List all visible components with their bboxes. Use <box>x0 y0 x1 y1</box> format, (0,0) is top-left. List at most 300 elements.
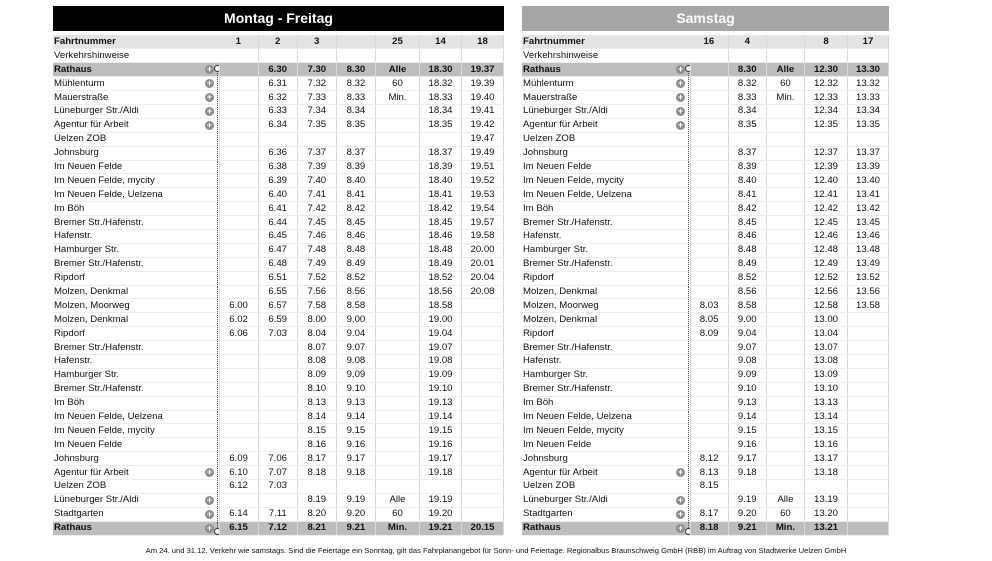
departure-time <box>690 91 728 105</box>
plus-circle-icon: + <box>677 508 684 519</box>
departure-time: Min. <box>766 91 804 105</box>
route-marker <box>205 299 219 313</box>
table-row <box>522 146 889 160</box>
plus-circle-icon: + <box>206 64 213 75</box>
route-line <box>217 355 218 368</box>
departure-time: 19.42 <box>462 118 504 132</box>
departure-time: 12.45 <box>805 216 848 230</box>
departure-time <box>376 466 420 480</box>
departure-time: Alle <box>766 63 804 77</box>
departure-time <box>376 368 420 382</box>
departure-time: 8.56 <box>336 285 375 299</box>
departure-time: 7.45 <box>297 216 336 230</box>
plus-circle-icon: + <box>677 92 684 103</box>
departure-time: 8.07 <box>297 341 336 355</box>
departure-time: 7.30 <box>297 63 336 77</box>
departure-time <box>219 493 258 507</box>
stop-name: Im Böh <box>53 202 205 216</box>
route-marker <box>205 132 219 146</box>
route-marker <box>205 507 219 521</box>
departure-time <box>376 327 420 341</box>
route-marker <box>205 271 219 285</box>
departure-time: 12.30 <box>805 63 848 77</box>
note-cell <box>728 49 766 63</box>
header-label: Fahrtnummer <box>522 35 690 49</box>
table-row <box>53 493 504 507</box>
stop-name: Molzen, Denkmal <box>522 285 676 299</box>
trip-number: 3 <box>297 35 336 49</box>
departure-time: 7.32 <box>297 77 336 91</box>
table-row <box>53 341 504 355</box>
departure-time: 6.06 <box>219 327 258 341</box>
route-marker <box>676 424 690 438</box>
table-row <box>522 396 889 410</box>
route-line <box>688 452 689 465</box>
departure-time <box>376 299 420 313</box>
departure-time: 18.39 <box>420 160 462 174</box>
route-marker <box>676 368 690 382</box>
departure-time: 8.15 <box>297 424 336 438</box>
departure-time: 8.33 <box>728 91 766 105</box>
departure-time: 9.00 <box>728 313 766 327</box>
departure-time <box>219 160 258 174</box>
departure-time <box>376 160 420 174</box>
departure-time: 9.13 <box>728 396 766 410</box>
stop-name: Rathaus <box>522 63 676 77</box>
departure-time: 13.16 <box>805 438 848 452</box>
departure-time <box>766 229 804 243</box>
departure-time <box>219 341 258 355</box>
route-line <box>688 119 689 132</box>
departure-time: 8.08 <box>297 354 336 368</box>
table-row <box>522 480 889 494</box>
route-marker <box>205 493 219 507</box>
departure-time: 8.30 <box>728 63 766 77</box>
route-line <box>688 230 689 243</box>
stop-name: Hafenstr. <box>53 354 205 368</box>
table-row <box>53 410 504 424</box>
departure-time <box>766 466 804 480</box>
departure-time: 8.58 <box>728 299 766 313</box>
departure-time: 8.39 <box>336 160 375 174</box>
departure-time: 9.21 <box>728 521 766 535</box>
route-marker <box>676 466 690 480</box>
departure-time <box>462 299 504 313</box>
route-marker <box>676 118 690 132</box>
route-marker <box>676 188 690 202</box>
route-line <box>688 327 689 340</box>
departure-time <box>219 202 258 216</box>
departure-time <box>376 202 420 216</box>
departure-time <box>219 104 258 118</box>
departure-time: 12.46 <box>805 229 848 243</box>
departure-time <box>376 452 420 466</box>
route-line <box>688 397 689 410</box>
stop-name: Lüneburger Str./Aldi <box>522 493 676 507</box>
table-row <box>53 438 504 452</box>
departure-time <box>690 354 728 368</box>
stop-name: Rathaus <box>53 63 205 77</box>
departure-time <box>219 382 258 396</box>
route-line <box>688 286 689 299</box>
departure-time: 13.21 <box>805 521 848 535</box>
departure-time <box>376 188 420 202</box>
departure-time: 6.34 <box>258 118 297 132</box>
route-line <box>688 244 689 257</box>
stop-name: Uelzen ZOB <box>522 132 676 146</box>
departure-time <box>376 396 420 410</box>
route-line <box>688 522 689 528</box>
departure-time: 7.46 <box>297 229 336 243</box>
departure-time: 13.10 <box>805 382 848 396</box>
departure-time: 8.15 <box>690 480 728 494</box>
departure-time: 6.32 <box>258 91 297 105</box>
departure-time: 19.39 <box>462 77 504 91</box>
departure-time: 12.41 <box>805 188 848 202</box>
departure-time: 8.37 <box>336 146 375 160</box>
table-row <box>522 91 889 105</box>
departure-time: 7.56 <box>297 285 336 299</box>
table-row <box>53 354 504 368</box>
departure-time: 18.52 <box>420 271 462 285</box>
stop-name: Hamburger Str. <box>522 243 676 257</box>
route-line <box>688 411 689 424</box>
route-line <box>688 383 689 396</box>
departure-time: 19.52 <box>462 174 504 188</box>
departure-time: 13.35 <box>848 118 889 132</box>
table-row <box>522 354 889 368</box>
table-row <box>522 188 889 202</box>
departure-time: 12.49 <box>805 257 848 271</box>
note-cell <box>420 49 462 63</box>
departure-time <box>219 354 258 368</box>
departure-time: 13.49 <box>848 257 889 271</box>
departure-time <box>848 382 889 396</box>
note-cell <box>219 49 258 63</box>
route-line <box>688 91 689 104</box>
notes-label: Verkehrshinweise <box>53 49 219 63</box>
table-row <box>522 257 889 271</box>
table-row <box>53 118 504 132</box>
footer-note: Am 24. und 31.12. Verkehr wie samstags. Sind die Feiertage ein Sonntag, gilt das Fahrplanangebot für Sonn- und Feiertage. Regionalbus Braunschweig GmbH (RBB) im Auftrag von Stadtwerke Uelzen GmbH <box>145 546 847 555</box>
table-row <box>522 132 889 146</box>
departure-time <box>219 118 258 132</box>
route-line <box>217 161 218 174</box>
departure-time <box>376 229 420 243</box>
route-marker <box>205 146 219 160</box>
departure-time <box>690 174 728 188</box>
stop-name: Stadtgarten <box>53 507 205 521</box>
departure-time: 12.56 <box>805 285 848 299</box>
departure-time: 13.00 <box>805 313 848 327</box>
plus-circle-icon: + <box>206 522 213 533</box>
departure-time <box>766 257 804 271</box>
departure-time: 8.42 <box>336 202 375 216</box>
departure-time: 6.12 <box>219 480 258 494</box>
departure-time <box>219 146 258 160</box>
departure-time: 8.09 <box>690 327 728 341</box>
stop-name: Molzen, Denkmal <box>53 313 205 327</box>
table-row <box>522 202 889 216</box>
route-line <box>217 508 218 521</box>
departure-time <box>766 174 804 188</box>
departure-time: 9.18 <box>336 466 375 480</box>
departure-time <box>462 493 504 507</box>
departure-time: 13.04 <box>805 327 848 341</box>
departure-time <box>690 424 728 438</box>
departure-time: 12.48 <box>805 243 848 257</box>
stop-name: Agentur für Arbeit <box>53 466 205 480</box>
route-line <box>688 466 689 479</box>
departure-time <box>766 452 804 466</box>
table-row <box>522 438 889 452</box>
route-marker <box>205 77 219 91</box>
table-row <box>522 313 889 327</box>
stop-name: Bremer Str./Hafenstr. <box>522 341 676 355</box>
departure-time <box>462 424 504 438</box>
plus-circle-icon: + <box>206 508 213 519</box>
departure-time: 8.10 <box>297 382 336 396</box>
stop-name: Im Neuen Felde, Uelzena <box>53 188 205 202</box>
departure-time: 7.49 <box>297 257 336 271</box>
stop-name: Mauerstraße <box>53 91 205 105</box>
stop-name: Molzen, Moorweg <box>53 299 205 313</box>
route-marker <box>676 174 690 188</box>
departure-time <box>219 257 258 271</box>
stop-name: Bremer Str./Hafenstr. <box>53 341 205 355</box>
route-marker <box>205 313 219 327</box>
route-line <box>217 424 218 437</box>
stop-name: Bremer Str./Hafenstr. <box>522 257 676 271</box>
trip-number: 4 <box>728 35 766 49</box>
route-line <box>688 133 689 146</box>
departure-time: 7.39 <box>297 160 336 174</box>
route-marker <box>676 396 690 410</box>
departure-time: 7.12 <box>258 521 297 535</box>
departure-time <box>219 132 258 146</box>
departure-time: 6.09 <box>219 452 258 466</box>
departure-time <box>766 354 804 368</box>
table-row <box>53 188 504 202</box>
departure-time: 8.40 <box>336 174 375 188</box>
departure-time: Alle <box>376 493 420 507</box>
route-marker <box>205 243 219 257</box>
departure-time: Alle <box>766 493 804 507</box>
departure-time <box>690 410 728 424</box>
route-marker <box>676 91 690 105</box>
departure-time: 13.32 <box>848 77 889 91</box>
route-line <box>217 480 218 493</box>
departure-time <box>766 188 804 202</box>
departure-time: 7.37 <box>297 146 336 160</box>
stop-name: Ripdorf <box>522 271 676 285</box>
route-line <box>688 161 689 174</box>
departure-time: 18.35 <box>420 118 462 132</box>
departure-time <box>376 285 420 299</box>
route-marker <box>676 243 690 257</box>
departure-time <box>376 480 420 494</box>
stop-name: Molzen, Denkmal <box>522 313 676 327</box>
note-cell <box>297 49 336 63</box>
route-line <box>217 341 218 354</box>
departure-time: 18.48 <box>420 243 462 257</box>
plus-circle-icon: + <box>206 78 213 89</box>
departure-time: 9.10 <box>336 382 375 396</box>
departure-time: 19.14 <box>420 410 462 424</box>
departure-time: 7.48 <box>297 243 336 257</box>
departure-time: 19.04 <box>420 327 462 341</box>
note-cell <box>690 49 728 63</box>
departure-time: Min. <box>766 521 804 535</box>
departure-time: 9.15 <box>728 424 766 438</box>
departure-time: 8.35 <box>728 118 766 132</box>
note-cell <box>336 49 375 63</box>
departure-time <box>219 77 258 91</box>
departure-time: 9.07 <box>728 341 766 355</box>
route-marker <box>676 327 690 341</box>
stop-name: Hamburger Str. <box>522 368 676 382</box>
route-marker <box>205 466 219 480</box>
weekday-table <box>53 35 504 536</box>
departure-time <box>376 424 420 438</box>
departure-time: 12.32 <box>805 77 848 91</box>
note-cell <box>258 49 297 63</box>
route-line <box>688 174 689 187</box>
departure-time: 8.18 <box>297 466 336 480</box>
table-row <box>53 382 504 396</box>
route-line <box>217 216 218 229</box>
departure-time <box>258 354 297 368</box>
plus-circle-icon: + <box>677 64 684 75</box>
stop-name: Agentur für Arbeit <box>522 466 676 480</box>
route-marker <box>676 77 690 91</box>
trip-number: 25 <box>376 35 420 49</box>
stop-name: Rathaus <box>522 521 676 535</box>
table-row <box>53 77 504 91</box>
departure-time: 8.48 <box>728 243 766 257</box>
departure-time: 13.08 <box>805 354 848 368</box>
departure-time: 9.15 <box>336 424 375 438</box>
departure-time: 12.52 <box>805 271 848 285</box>
route-marker <box>676 521 690 535</box>
departure-time <box>376 354 420 368</box>
departure-time <box>690 257 728 271</box>
departure-time <box>219 91 258 105</box>
departure-time: 13.52 <box>848 271 889 285</box>
departure-time <box>376 104 420 118</box>
departure-time <box>219 271 258 285</box>
departure-time <box>766 104 804 118</box>
departure-time: 8.30 <box>336 63 375 77</box>
route-line <box>688 424 689 437</box>
departure-time: 9.00 <box>336 313 375 327</box>
route-line <box>217 77 218 90</box>
departure-time <box>848 424 889 438</box>
departure-time: 6.15 <box>219 521 258 535</box>
stop-name: Ripdorf <box>53 327 205 341</box>
departure-time: 8.42 <box>728 202 766 216</box>
departure-time: 13.58 <box>848 299 889 313</box>
route-marker <box>676 160 690 174</box>
departure-time <box>766 146 804 160</box>
route-line <box>217 286 218 299</box>
departure-time: 19.51 <box>462 160 504 174</box>
departure-time: 8.21 <box>297 521 336 535</box>
departure-time <box>766 382 804 396</box>
departure-time: 18.56 <box>420 285 462 299</box>
departure-time: 19.00 <box>420 313 462 327</box>
departure-time: 19.18 <box>420 466 462 480</box>
route-line <box>217 188 218 201</box>
route-marker <box>205 174 219 188</box>
table-row <box>522 452 889 466</box>
departure-time <box>766 438 804 452</box>
trip-number: 1 <box>219 35 258 49</box>
departure-time: 6.41 <box>258 202 297 216</box>
route-line <box>217 327 218 340</box>
trip-number: 16 <box>690 35 728 49</box>
departure-time: 7.06 <box>258 452 297 466</box>
departure-time <box>690 77 728 91</box>
table-row <box>53 160 504 174</box>
trip-number: 18 <box>462 35 504 49</box>
table-row <box>53 63 504 77</box>
table-row <box>522 174 889 188</box>
table-row <box>53 104 504 118</box>
stop-name: Mühlenturm <box>522 77 676 91</box>
route-marker <box>205 438 219 452</box>
route-marker <box>205 521 219 535</box>
route-line <box>688 77 689 90</box>
departure-time: 8.52 <box>728 271 766 285</box>
departure-time: 60 <box>376 77 420 91</box>
departure-time <box>766 341 804 355</box>
departure-time: 8.32 <box>336 77 375 91</box>
route-marker <box>676 104 690 118</box>
departure-time: 13.42 <box>848 202 889 216</box>
stop-name: Hamburger Str. <box>53 368 205 382</box>
stop-name: Bremer Str./Hafenstr. <box>522 216 676 230</box>
trip-number <box>336 35 375 49</box>
departure-time: 6.39 <box>258 174 297 188</box>
departure-time <box>462 368 504 382</box>
departure-time <box>219 368 258 382</box>
note-cell <box>848 49 889 63</box>
departure-time: 6.59 <box>258 313 297 327</box>
departure-time: 9.09 <box>336 368 375 382</box>
route-line <box>217 147 218 160</box>
departure-time <box>462 438 504 452</box>
plus-circle-icon: + <box>206 105 213 116</box>
route-marker <box>205 202 219 216</box>
table-row <box>522 382 889 396</box>
route-marker <box>676 63 690 77</box>
departure-time <box>376 271 420 285</box>
departure-time: 8.18 <box>690 521 728 535</box>
departure-time <box>376 341 420 355</box>
route-marker <box>205 410 219 424</box>
departure-time: 8.13 <box>297 396 336 410</box>
departure-time: 13.13 <box>805 396 848 410</box>
departure-time: 19.53 <box>462 188 504 202</box>
departure-time: 19.08 <box>420 354 462 368</box>
route-line <box>217 133 218 146</box>
note-cell <box>462 49 504 63</box>
terminus-circle-icon <box>685 528 690 535</box>
departure-time <box>376 146 420 160</box>
route-line <box>217 369 218 382</box>
departure-time <box>766 202 804 216</box>
